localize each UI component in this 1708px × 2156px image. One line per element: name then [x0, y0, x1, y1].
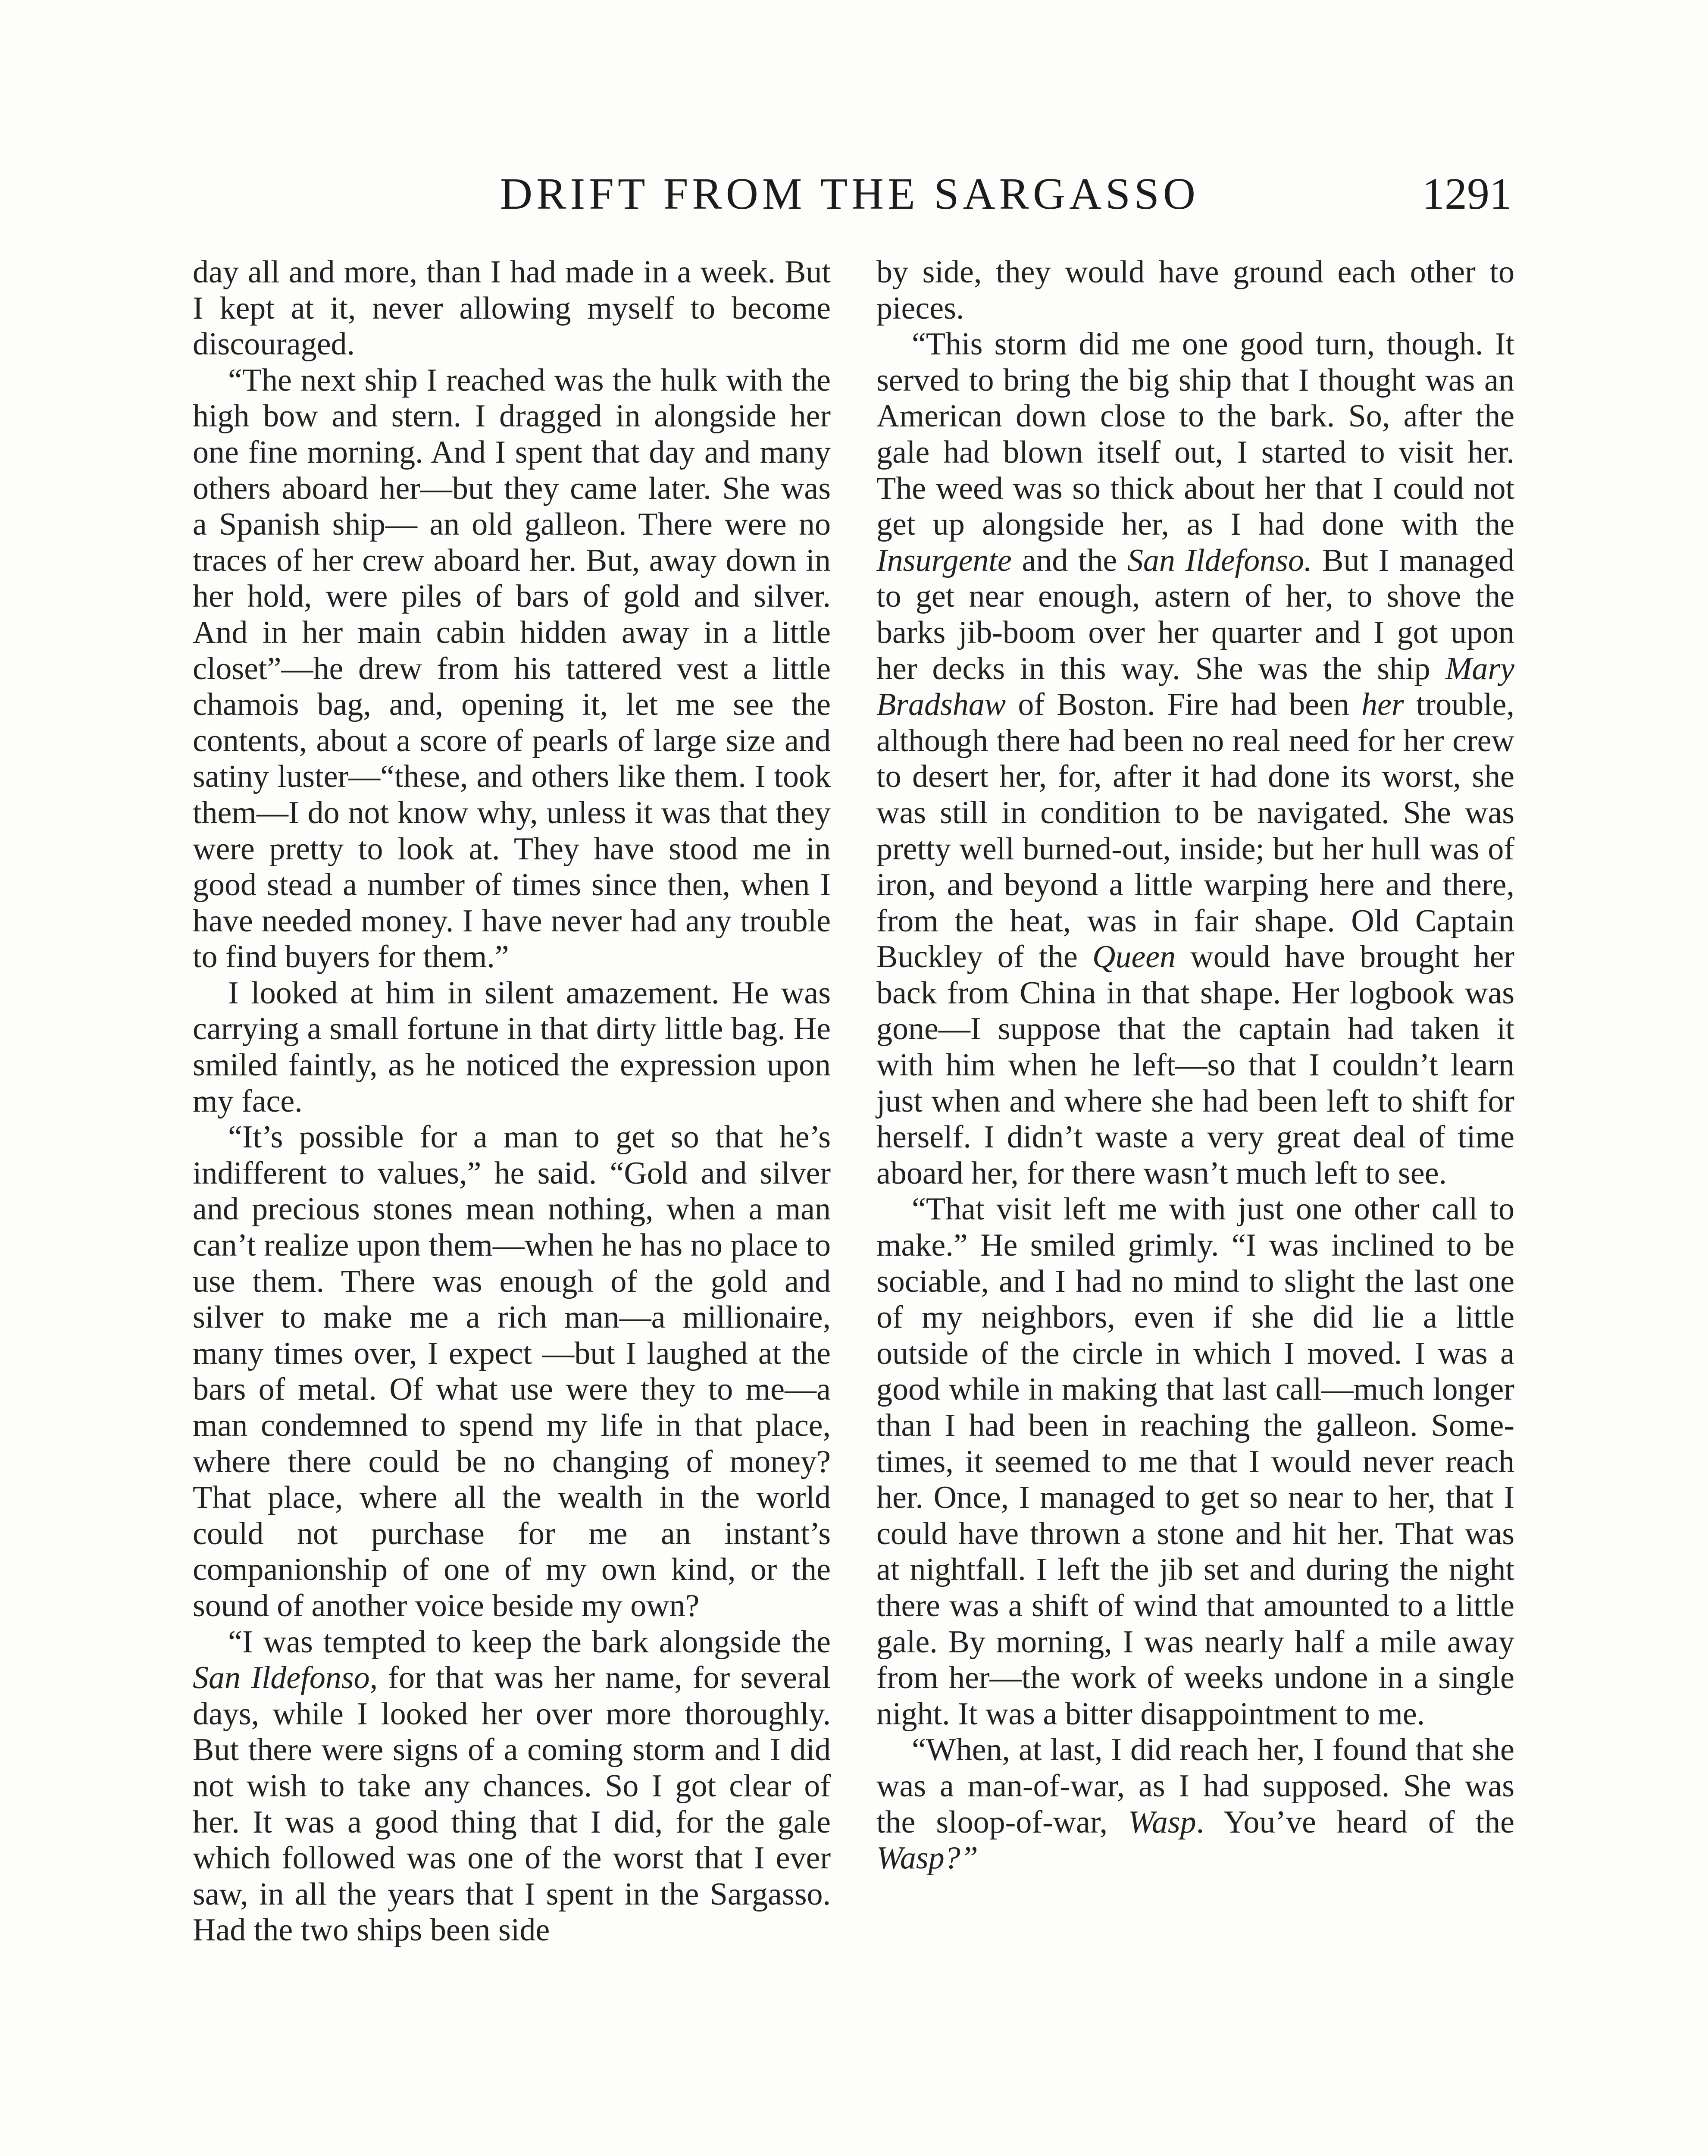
text-run: and the [1011, 542, 1127, 578]
text-run: trouble, although there had been no real need for her crew to desert her, for, after it had done its worst, she was still in condition to be navigated. She was pretty well burned-out, inside; but her hull was of iron, and beyond a little warping here and there, from the heat, was in fair shape. Old Captain Buckley of the [876, 687, 1515, 975]
text-run: But I managed to get near enough, astern of her, to shove the barks jib-boom over her quarter and I got upon her decks in this way. She was the ship [876, 542, 1515, 686]
text-run: “I was tempted to keep the bark alongside the [228, 1624, 831, 1660]
right-column [876, 254, 1514, 1877]
ship-name: San Ildefonso, [193, 1660, 378, 1696]
text-run: of Boston. Fire had been [1006, 687, 1362, 723]
paragraph: “That visit left me with just one other call to make.” He smiled grimly. “I was inclined to be sociable, and I had no mind to slight the last one of my neighbors, even if she did lie a little outside of the circle in which I moved. I was a good while in making that last call—much longer than I had been in reaching the galleon. Sometimes, it seemed to me that I would never reach her. Once, I managed to get so near to her, that I could have thrown a stone and hit her. That was at nightfall. I left the jib set and during the night there was a shift of wind that amounted to a little gale. By morning, I was nearly half a mile away from her—the work of weeks undone in a single night. It was a bitter disappointment to me. [876, 1191, 1514, 1732]
ship-name: Wasp [1128, 1804, 1196, 1840]
text-run: for that was her name, for several days, while I looked her over more thoroughly. But there were signs of a coming storm and I did not wish to take any chances. So I got clear of her. It was a good thing that I did, for the gale which followed was one of the worst that I ever saw, in all the years that I spent in the Sargasso. Had the two ships been side [193, 1660, 831, 1948]
paragraph: “It’s possible for a man to get so that he’s indifferent to values,” he said. “Gold and silver and precious stones mean nothing, when a man can’t realize upon them—when he has no place to use them. There was enough of the gold and silver to make me a rich man—a millionaire, many times over, I expect —but I laughed at the bars of metal. Of what use were they to me—a man condemned to spend my life in that place, where there could be no changing of money? That place, where all the wealth in the world could not purchase for me an instant’s companionship of one of my own kind, or the sound of another voice beside my own? [193, 1119, 831, 1623]
text-run: “When, at last, I did reach her, I found that she was a man-of-war, as I had supposed. She was the sloop-of-war, [876, 1732, 1514, 1840]
ship-name: San Ildefonso. [1127, 542, 1312, 578]
paragraph [193, 1624, 831, 1949]
paragraph: “The next ship I reached was the hulk with the high bow and stern. I dragged in alongside her one fine morning. And I spent that day and many others aboard her—but they came later. She was a Spanish ship— an old galleon. There were no traces of her crew aboard her. But, away down in her hold, were piles of bars of gold and silver. And in her main cabin hidden away in a little closet”—he drew from his tattered vest a little chamois bag, and, opening it, let me see the contents, about a score of pearls of large size and satiny luster—“these, and others like them. I took them—I do not know why, unless it was that they were pretty to look at. They have stood me in good stead a number of times since then, when I have needed money. I have never had any trouble to find buyers for them.” [193, 362, 831, 975]
page-header [185, 162, 1512, 226]
ship-name: Mary Bradshaw [876, 651, 1514, 723]
emphasis: her [1361, 687, 1404, 723]
paragraph: day all and more, than I had made in a week. But I kept at it, never allowing myself to become discouraged. [193, 254, 831, 362]
paragraph: I looked at him in silent amazement. He was carrying a small fortune in that dirty little bag. He smiled faintly, as he noticed the expression upon my face. [193, 975, 831, 1119]
page-number: 1291 [1422, 169, 1512, 219]
text-run: would have brought her back from China in that shape. Her logbook was gone—I suppose that the captain had taken it with him when he left—so that I couldn’t learn just when and where she had been left to shift for herself. I didn’t waste a very great deal of time aboard her, for there wasn’t much left to see. [876, 939, 1514, 1191]
ship-name: Wasp?” [876, 1840, 978, 1876]
ship-name: Queen [1092, 939, 1176, 975]
paragraph: by side, they would have ground each other to pieces. [876, 254, 1514, 326]
text-run: “This storm did me one good turn, though. It served to bring the big ship that I thought was an American down close to the bark. So, after the gale had blown itself out, I started to visit her. The weed was so thick about her that I could not get up alongside her, as I had done with the [876, 326, 1514, 542]
paragraph [876, 326, 1514, 1191]
running-title: DRIFT FROM THE SARGASSO [500, 169, 1199, 219]
text-run: . You’ve heard of the [1196, 1804, 1514, 1840]
paragraph [876, 1732, 1514, 1876]
ship-name: Insurgente [876, 542, 1012, 578]
left-column [193, 254, 831, 1949]
